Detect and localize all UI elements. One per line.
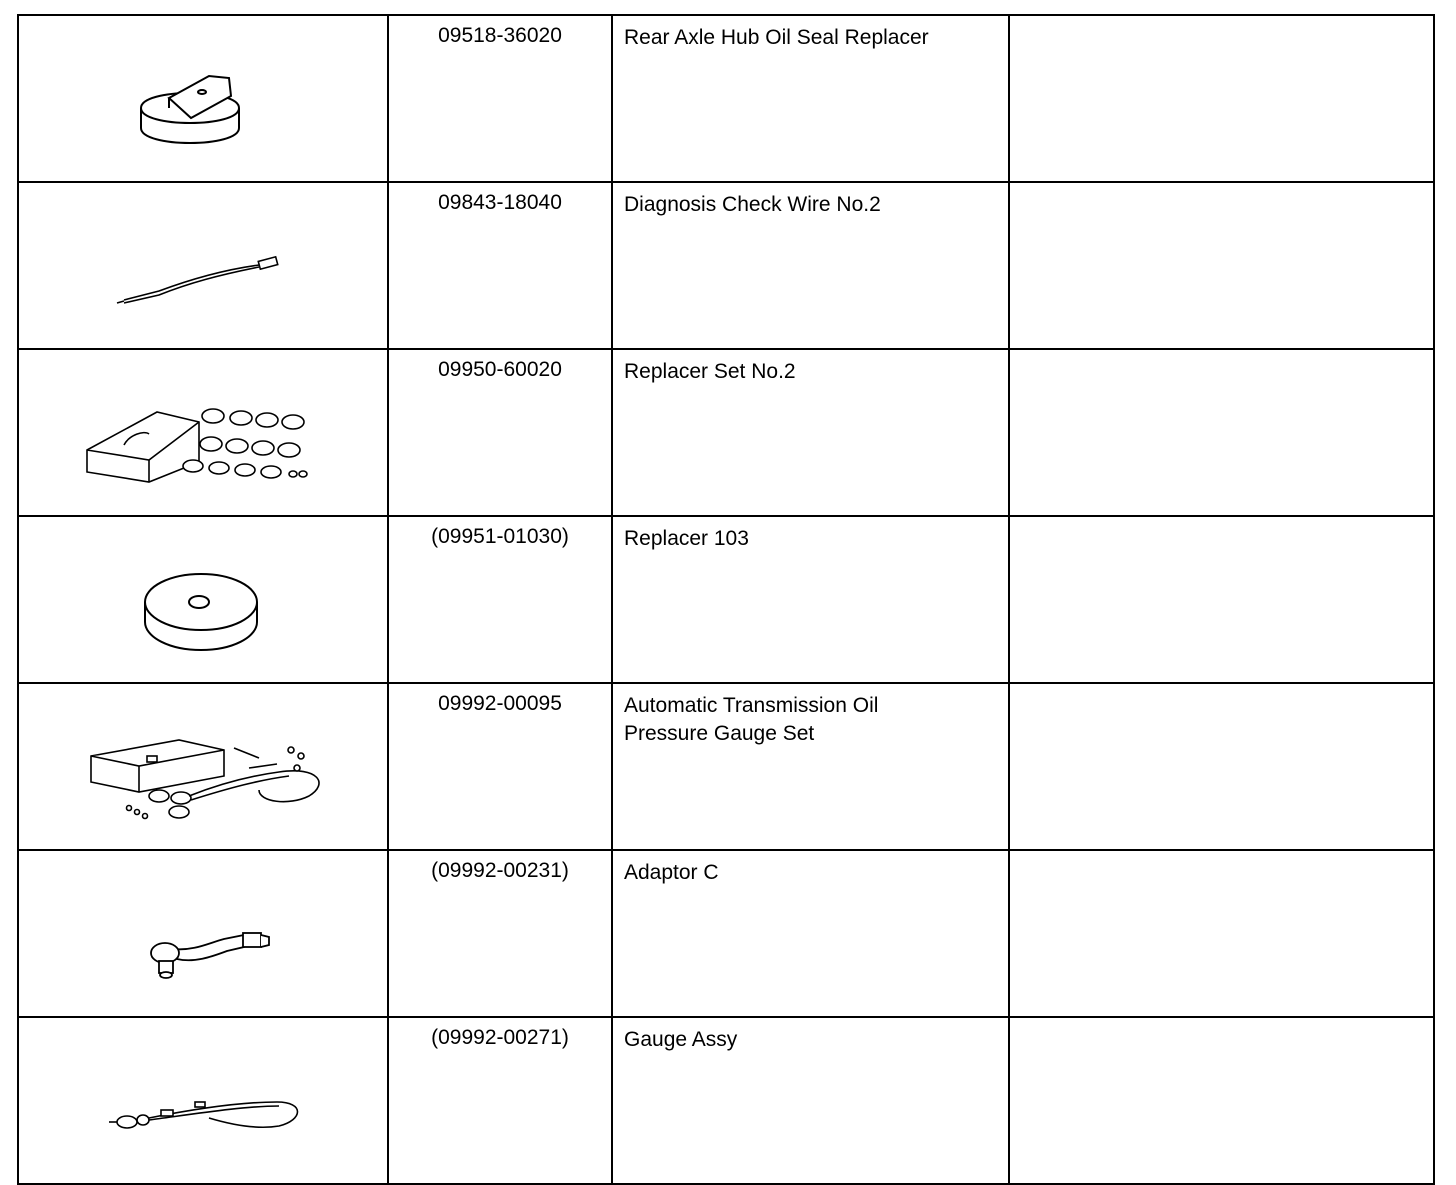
table-row [18,850,1434,1017]
tool-illustration-cell [18,1017,388,1184]
note-cell [1009,683,1434,850]
note-cell [1009,516,1434,683]
tool-illustration-cell [18,182,388,349]
part-number: 09518-36020 [438,24,562,47]
tool-illustration-cell [18,15,388,182]
adaptor-icon [19,851,387,1008]
gauge-assy-icon [19,1018,387,1175]
part-number: (09992-00271) [431,1026,569,1049]
tool-name: Adaptor C [624,861,719,884]
tool-name: Replacer Set No.2 [624,360,796,383]
table-row [18,516,1434,683]
hub-oil-seal-replacer-icon [19,16,387,173]
part-number: (09951-01030) [431,525,569,548]
tool-illustration-cell [18,683,388,850]
part-number: 09950-60020 [438,358,562,381]
replacer-disc-icon [19,517,387,674]
part-number: 09843-18040 [438,191,562,214]
tool-name: Rear Axle Hub Oil Seal Replacer [624,26,929,49]
note-cell [1009,349,1434,516]
tool-illustration-cell [18,850,388,1017]
tool-name: Replacer 103 [624,527,749,550]
part-number: (09992-00231) [431,859,569,882]
table-row [18,683,1434,850]
special-tools-table [17,14,1435,1185]
tool-name: Automatic Transmission Oil Pressure Gauge Set [624,694,879,745]
check-wire-icon [19,183,387,340]
tool-illustration-cell [18,349,388,516]
note-cell [1009,15,1434,182]
tool-illustration-cell [18,516,388,683]
tool-name: Gauge Assy [624,1028,738,1051]
note-cell [1009,182,1434,349]
table-row [18,1017,1434,1184]
tool-name: Diagnosis Check Wire No.2 [624,193,881,216]
note-cell [1009,850,1434,1017]
replacer-set-icon [19,350,387,507]
table-row [18,349,1434,516]
note-cell [1009,1017,1434,1184]
table-row [18,15,1434,182]
part-number: 09992-00095 [438,692,562,715]
table-row [18,182,1434,349]
oil-pressure-gauge-set-icon [19,684,387,841]
